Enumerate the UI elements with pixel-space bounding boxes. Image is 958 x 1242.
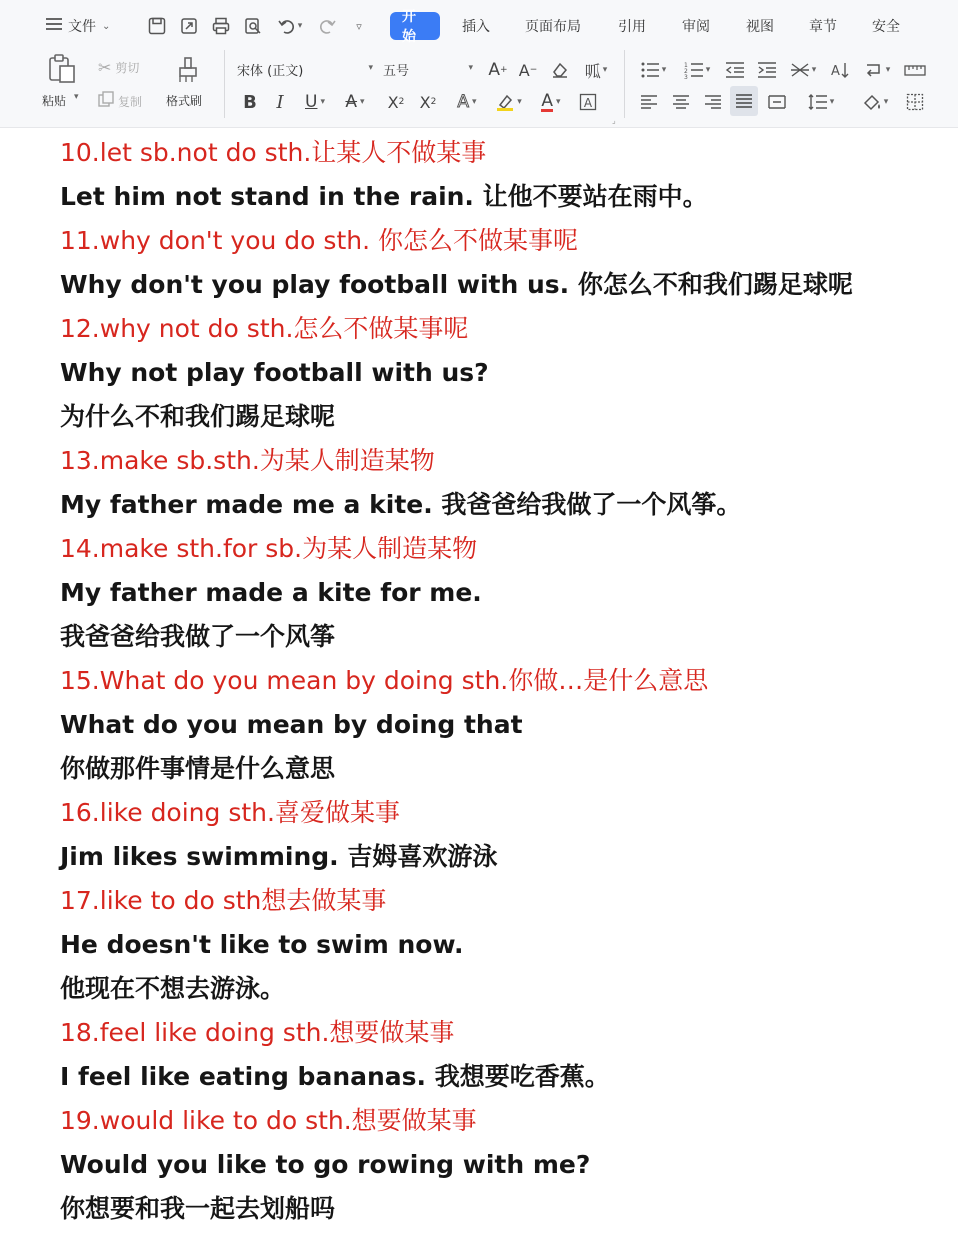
tab-view[interactable] (740, 12, 780, 40)
svg-text:1: 1 (683, 62, 688, 69)
tab-start-label: 开始 (402, 9, 416, 45)
distribute-icon[interactable] (764, 88, 790, 116)
example-translation: 我爸爸给我做了一个风筝 (60, 622, 336, 651)
copy-label: 复制 (118, 94, 143, 109)
tab-view-label: 视图 (746, 19, 774, 35)
underline-icon[interactable]: U ▾ (305, 92, 325, 112)
group-divider (224, 50, 225, 118)
borders-icon[interactable] (902, 88, 928, 116)
example-sentence: I feel like eating bananas. 我想要吃香蕉。 (60, 1062, 610, 1091)
tab-page-layout[interactable] (520, 12, 586, 40)
subscript-icon[interactable]: X 2 (419, 92, 437, 112)
svg-text:2: 2 (683, 68, 688, 75)
font-size-dropdown-icon: ▾ (468, 63, 473, 73)
text-effect-icon[interactable]: A ▾ (457, 92, 477, 112)
file-menu-label: 文件 (68, 19, 96, 35)
example-translation: 你想要和我一起去划船吗 (60, 1194, 336, 1223)
font-name-select[interactable] (232, 56, 378, 82)
tab-references[interactable] (612, 12, 652, 40)
example-translation: 为什么不和我们踢足球呢 (60, 402, 336, 431)
increase-indent-icon[interactable] (754, 56, 780, 84)
group-divider (624, 50, 625, 118)
align-right-icon[interactable] (700, 88, 726, 116)
example-heading: 13.make sb.sth.为某人制造某物 (60, 446, 435, 475)
character-border-icon[interactable] (576, 88, 600, 116)
tab-security[interactable] (866, 12, 906, 40)
paste-icon (48, 54, 76, 88)
ruler-icon[interactable] (902, 56, 928, 84)
example-heading: 19.would like to do sth.想要做某事 (60, 1106, 477, 1135)
scissors-icon: ✂ (98, 57, 112, 77)
svg-text:3: 3 (683, 74, 688, 79)
svg-text:A: A (831, 64, 840, 79)
font-size-select[interactable] (378, 56, 478, 82)
paste-button[interactable] (40, 52, 86, 114)
bold-icon[interactable]: B (243, 91, 257, 113)
example-sentence: My father made me a kite. 我爸爸给我做了一个风筝。 (60, 490, 742, 519)
example-heading: 18.feel like doing sth.想要做某事 (60, 1018, 455, 1047)
font-size-value: 五号 (383, 63, 410, 79)
redo-icon[interactable] (316, 12, 338, 40)
format-painter-label: 格式刷 (166, 94, 203, 108)
undo-icon[interactable]: ▾ (274, 12, 306, 40)
font-name-value: 宋体 (正文) (237, 63, 304, 79)
tab-review[interactable] (676, 12, 716, 40)
example-heading: 12.why not do sth.怎么不做某事呢 (60, 314, 469, 343)
print-icon[interactable] (210, 12, 232, 40)
justify-icon[interactable] (730, 86, 758, 116)
file-menu[interactable] (46, 14, 110, 38)
numbered-list-icon[interactable]: 1 2 3 ▾ (683, 62, 711, 79)
chevron-down-icon: ⌄ (102, 20, 111, 32)
italic-icon[interactable]: I (276, 91, 284, 113)
copy-button[interactable] (98, 90, 160, 112)
align-left-icon[interactable] (636, 88, 662, 116)
shrink-font-icon[interactable]: A − (518, 60, 538, 80)
highlight-icon[interactable]: ▾ (492, 88, 526, 116)
tab-sections[interactable] (803, 12, 843, 40)
clear-format-icon[interactable] (548, 56, 572, 84)
font-name-dropdown-icon: ▾ (368, 63, 373, 73)
shading-icon[interactable]: ▾ (858, 88, 892, 116)
ribbon-toolbar (0, 0, 958, 128)
paragraph-dialog-launcher-icon[interactable]: ⌟ (612, 116, 616, 125)
hamburger-icon (46, 17, 62, 35)
font-color-icon[interactable]: A ▾ (541, 90, 561, 111)
example-heading: 10.let sb.not do sth.让某人不做某事 (60, 138, 487, 167)
copy-icon (98, 91, 114, 111)
example-translation: 你做那件事情是什么意思 (60, 754, 336, 783)
example-heading: 17.like to do sth想去做某事 (60, 886, 387, 915)
tab-references-label: 引用 (618, 19, 646, 35)
cut-label: 剪切 (115, 60, 140, 75)
format-painter-icon (176, 56, 200, 88)
example-sentence: Jim likes swimming. 吉姆喜欢游泳 (60, 842, 498, 871)
example-sentence: He doesn't like to swim now. (60, 930, 464, 959)
example-sentence: Why don't you play football with us. 你怎么不和我们踢足球呢 (60, 270, 853, 299)
format-painter-button[interactable] (164, 52, 216, 114)
example-sentence: Let him not stand in the rain. 让他不要站在雨中。 (60, 182, 708, 211)
align-center-icon[interactable] (668, 88, 694, 116)
chinese-layout-icon[interactable]: ▾ (786, 56, 820, 84)
tab-security-label: 安全 (872, 19, 900, 35)
example-heading: 16.like doing sth.喜爱做某事 (60, 798, 400, 827)
paste-dropdown-icon: ▾ (74, 92, 79, 102)
sort-icon[interactable] (828, 56, 852, 84)
export-pdf-icon[interactable] (178, 12, 200, 40)
example-sentence: Why not play football with us? (60, 358, 489, 387)
cut-button[interactable] (98, 56, 160, 78)
paste-label: 粘贴 (42, 94, 67, 108)
tab-review-label: 审阅 (682, 19, 710, 35)
example-heading: 11.why don't you do sth. 你怎么不做某事呢 (60, 226, 578, 255)
decrease-indent-icon[interactable] (722, 56, 748, 84)
tab-page-layout-label: 页面布局 (525, 19, 581, 35)
example-heading: 14.make sth.for sb.为某人制造某物 (60, 534, 478, 563)
example-sentence: Would you like to go rowing with me? (60, 1150, 591, 1179)
strikethrough-icon[interactable]: A ▾ (345, 92, 365, 112)
bullet-list-icon[interactable]: ▾ (636, 56, 670, 84)
example-sentence: My father made a kite for me. (60, 578, 482, 607)
save-icon[interactable] (146, 12, 168, 40)
example-translation: 他现在不想去游泳。 (60, 974, 286, 1003)
example-heading: 15.What do you mean by doing sth.你做…是什么意思 (60, 666, 709, 695)
phonetic-guide-icon[interactable]: 呱 ▾ (584, 61, 608, 81)
tab-sections-label: 章节 (809, 19, 837, 35)
tab-start[interactable] (390, 9, 440, 45)
show-marks-icon[interactable]: ▾ (860, 56, 894, 84)
line-spacing-icon[interactable]: ▾ (804, 88, 838, 116)
svg-text:A: A (583, 96, 593, 110)
document-page[interactable] (0, 128, 958, 1242)
grow-font-icon[interactable]: A + (488, 60, 508, 80)
tab-insert[interactable] (456, 12, 496, 40)
superscript-icon[interactable]: X 2 (387, 92, 405, 112)
print-preview-icon[interactable] (242, 12, 264, 40)
quick-access-dropdown-icon[interactable]: ▿ (356, 19, 362, 33)
tab-insert-label: 插入 (462, 19, 490, 35)
example-sentence: What do you mean by doing that (60, 710, 523, 739)
